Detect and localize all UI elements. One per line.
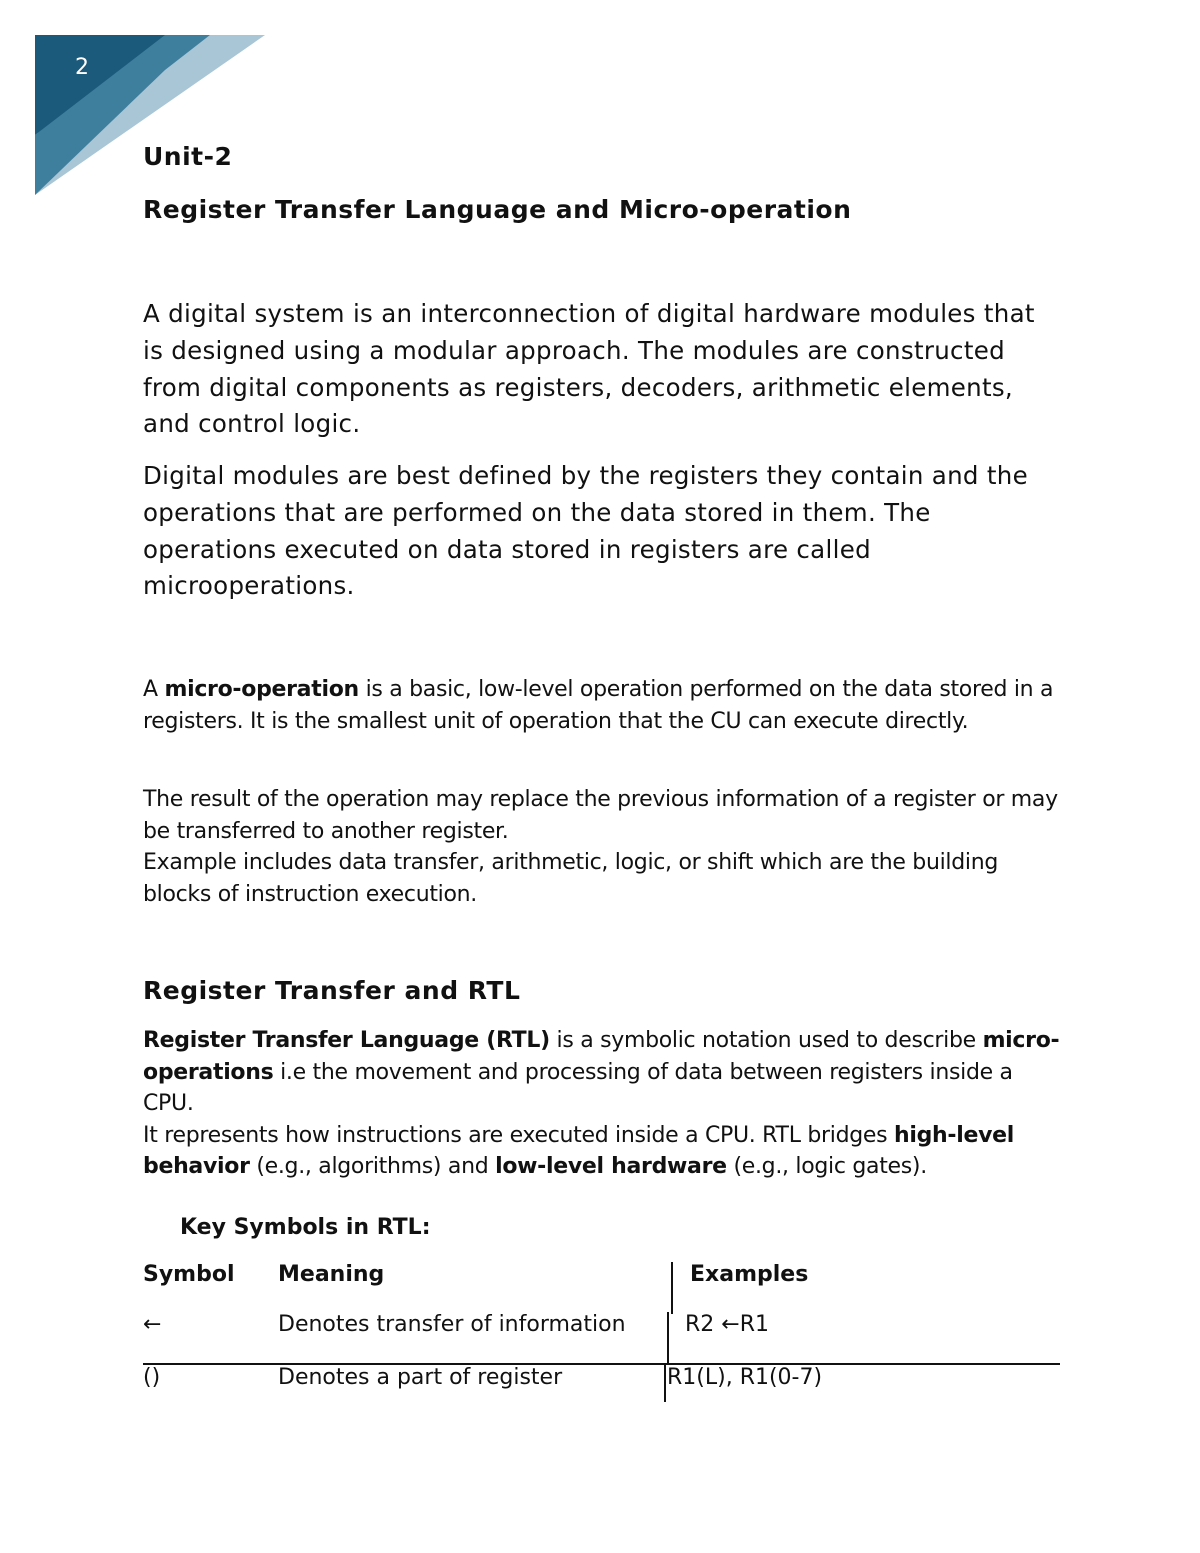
microop-term: micro-operation	[164, 677, 359, 702]
microop-prefix: A	[143, 677, 165, 702]
microop-term-2: micro-operations	[143, 1028, 1060, 1085]
microop-result-text: The result of the operation may replace the previous information of a register or may be transferred to another register.	[143, 787, 1058, 844]
unit-heading: Unit-2	[143, 142, 233, 171]
intro-paragraph-1: A digital system is an interconnection of digital hardware modules that is designed using a modular approach. The modules are constructed from digital components as registers, decoders, arithmetic elements, and control logic.	[143, 299, 1035, 439]
rtl-term: Register Transfer Language (RTL)	[143, 1028, 550, 1053]
rtl-text-1: is a symbolic notation used to describe	[549, 1028, 983, 1053]
row1-example: R2 ←R1	[685, 1312, 769, 1337]
row1-meaning: Denotes transfer of information	[278, 1312, 626, 1337]
header-examples: Examples	[690, 1262, 809, 1287]
row2-symbol: ()	[143, 1365, 161, 1390]
microop-paragraph-1	[143, 674, 1063, 737]
header-symbol: Symbol	[143, 1262, 235, 1287]
rtl-section-heading: Register Transfer and RTL	[143, 976, 521, 1005]
high-level-term: high-level behavior	[143, 1122, 1015, 1179]
row2-meaning: Denotes a part of register	[278, 1365, 563, 1390]
row1-symbol: ←	[143, 1312, 162, 1337]
rtl-paragraph	[143, 1025, 1063, 1183]
header-meaning: Meaning	[278, 1262, 385, 1287]
intro-paragraph-2: Digital modules are best defined by the registers they contain and the operations that are performed on the data stored in them. The operations executed on data stored in registers are called microoperations.	[143, 461, 1028, 601]
rtl-symbols-table	[143, 1262, 1063, 1402]
rtl-text-3: It represents how instructions are executed inside a CPU. RTL bridges	[143, 1122, 894, 1148]
page-number: 2	[75, 55, 89, 80]
key-symbols-heading: Key Symbols in RTL:	[180, 1215, 431, 1240]
low-level-term: low-level hardware	[495, 1154, 727, 1179]
page-corner-decoration	[35, 35, 265, 195]
microop-definition: is a basic, low-level operation performed on the data stored in a registers. It is the smallest unit of operation that the CU can execute directly.	[143, 677, 1054, 734]
row2-divider	[664, 1364, 666, 1402]
rtl-text-2: i.e the movement and processing of data between registers inside a CPU.	[143, 1059, 1013, 1116]
rtl-text-5: (e.g., logic gates).	[726, 1154, 927, 1179]
header-divider	[671, 1262, 673, 1314]
rtl-text-4: (e.g., algorithms) and	[249, 1154, 496, 1179]
row-separator	[143, 1363, 1060, 1365]
microop-example-text: Example includes data transfer, arithmetic, logic, or shift which are the building blocks of instruction execution.	[143, 850, 999, 907]
microop-paragraph-2	[143, 784, 1063, 910]
row1-divider	[667, 1312, 669, 1364]
row2-example: R1(L), R1(0-7)	[667, 1365, 823, 1390]
page-title: Register Transfer Language and Micro-operation	[143, 195, 852, 224]
